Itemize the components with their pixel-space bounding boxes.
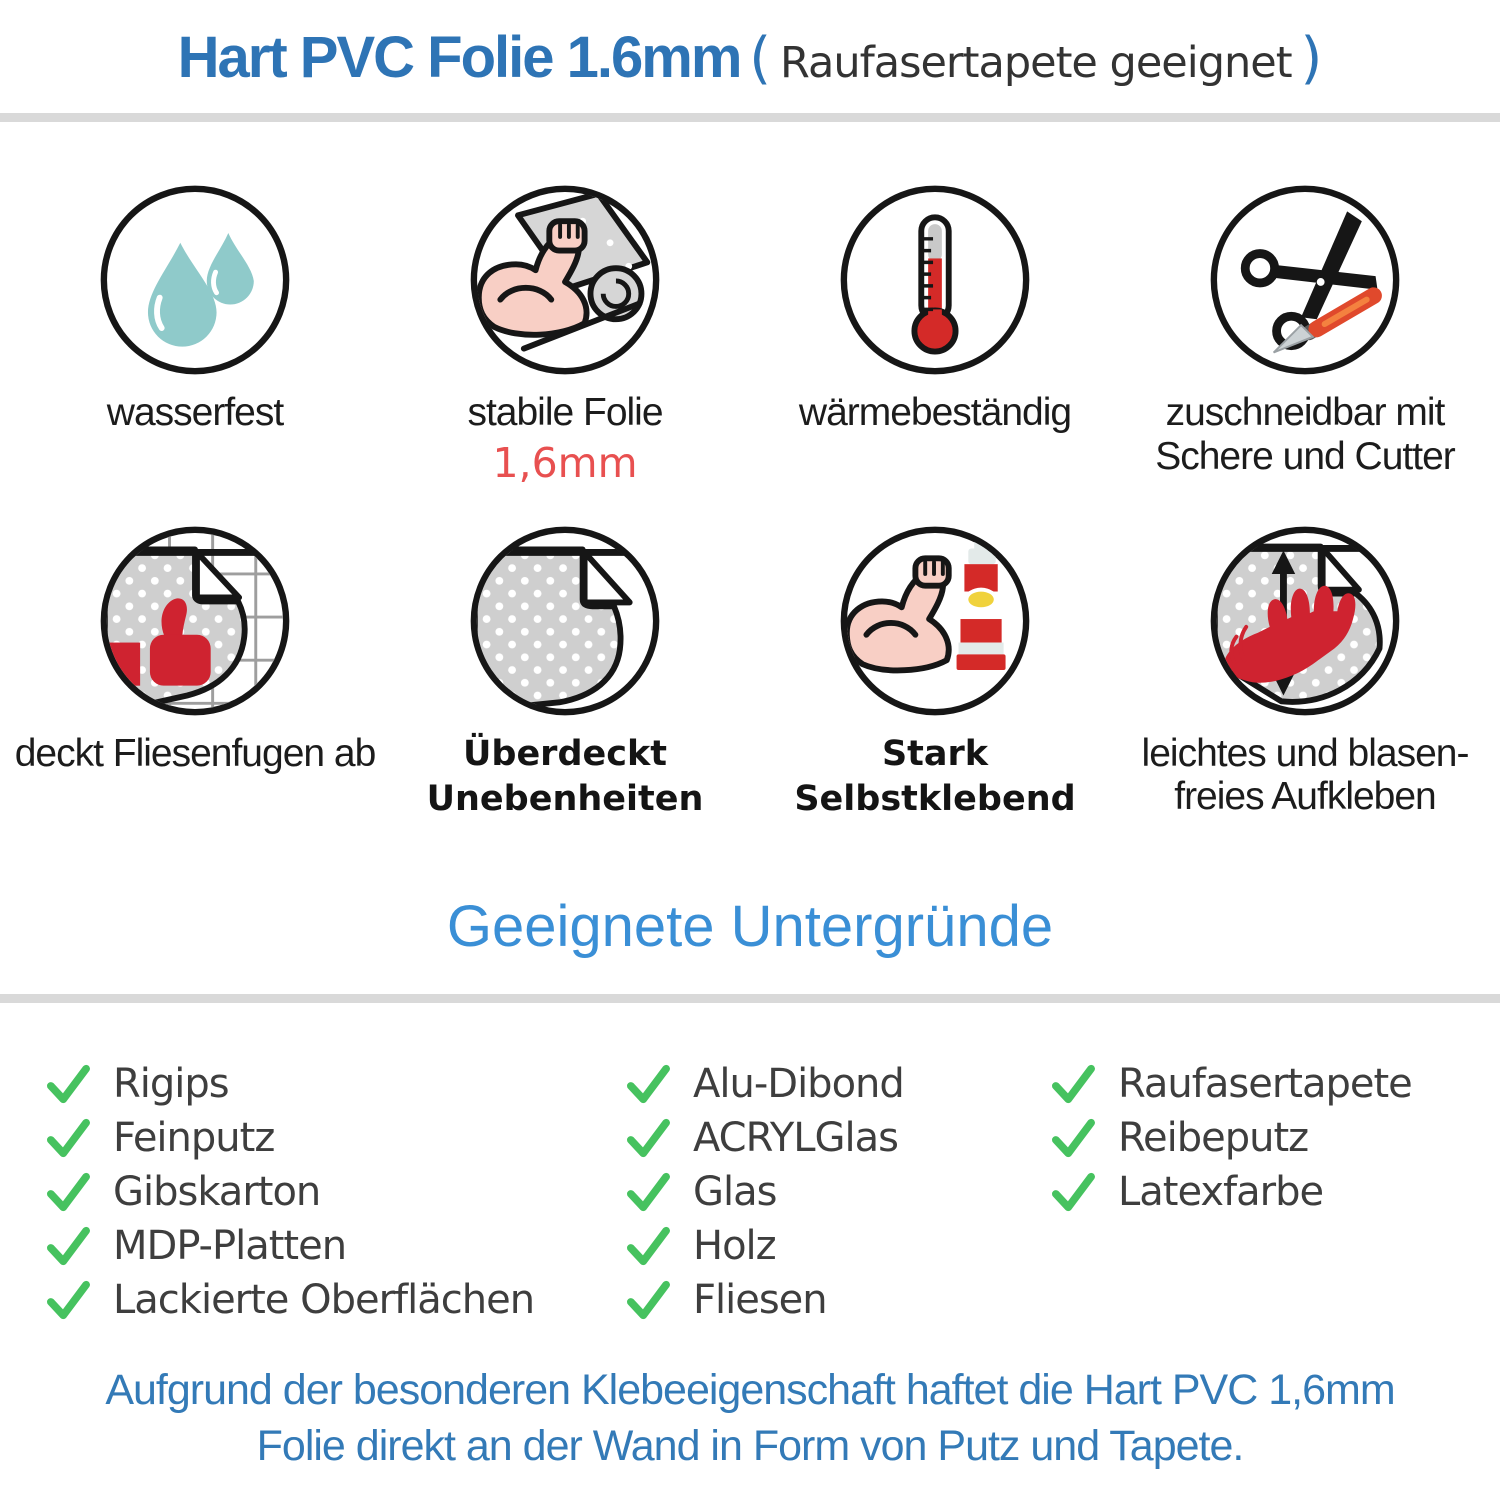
thumb-tiles-icon (97, 523, 293, 719)
list-item: Feinputz (45, 1111, 625, 1165)
feature-label: leichtes und blasen- freies Aufkleben (1141, 731, 1469, 819)
list-item: Lackierte Oberflächen (45, 1273, 625, 1327)
check-icon (45, 1117, 91, 1159)
check-icon (45, 1225, 91, 1267)
footer-line: Aufgrund der besonderen Klebeeigenschaft haftet die Hart PVC 1,6mm (105, 1365, 1395, 1414)
list-item: Latexfarbe (1050, 1165, 1500, 1219)
page-title (0, 24, 1500, 91)
title-paren-open: ( (749, 26, 772, 91)
list-item: Alu-Dibond (625, 1057, 1050, 1111)
feature-label: Stark Selbstklebend (794, 733, 1076, 820)
feature-label: Überdeckt Unebenheiten (426, 733, 704, 820)
title-main: Hart PVC Folie 1.6mm (177, 25, 741, 90)
thermometer-icon (837, 182, 1033, 378)
feature-label: stabile Folie (467, 391, 663, 434)
list-item: Reibeputz (1050, 1111, 1500, 1165)
feature-label: wasserfest (106, 391, 284, 434)
feature-stabile-folie (380, 182, 750, 487)
muscle-foil-icon (467, 182, 663, 378)
check-icon (625, 1063, 671, 1105)
check-icon (45, 1279, 91, 1321)
check-icon (625, 1225, 671, 1267)
list-item: Fliesen (625, 1273, 1050, 1327)
surfaces-column-1 (45, 1057, 625, 1327)
title-paren-close: ) (1300, 26, 1323, 91)
feature-zuschneidbar (1120, 182, 1490, 487)
feature-aufkleben (1120, 523, 1490, 823)
surfaces-column-2 (625, 1057, 1050, 1327)
list-item: Glas (625, 1165, 1050, 1219)
feature-unebenheiten (380, 523, 750, 823)
feature-wasserfest (10, 182, 380, 487)
feature-label: deckt Fliesenfugen ab (14, 731, 376, 775)
list-item: Rigips (45, 1057, 625, 1111)
check-icon (45, 1063, 91, 1105)
check-icon (1050, 1063, 1096, 1105)
feature-thickness: 1,6mm (492, 438, 638, 487)
check-icon (1050, 1171, 1096, 1213)
section-title-untergruende: Geeignete Untergründe (446, 893, 1054, 959)
check-icon (1050, 1117, 1096, 1159)
feature-label: zuschneidbar mit Schere und Cutter (1155, 391, 1455, 478)
water-drops-icon (97, 182, 293, 378)
foil-fold-icon (467, 523, 663, 719)
header (0, 0, 1500, 91)
surfaces-column-3 (1050, 1057, 1500, 1327)
check-icon (625, 1117, 671, 1159)
footer-note (0, 1363, 1500, 1475)
muscle-glue-icon (837, 523, 1033, 719)
list-item: Raufasertapete (1050, 1057, 1500, 1111)
feature-label: wärmebeständig (798, 391, 1072, 434)
feature-fliesenfugen (10, 523, 380, 823)
list-item: MDP-Platten (45, 1219, 625, 1273)
scissors-cutter-icon (1207, 182, 1403, 378)
check-icon (625, 1171, 671, 1213)
surfaces-list (0, 1003, 1500, 1327)
feature-waermebestaendig (750, 182, 1120, 487)
footer-line: Folie direkt an der Wand in Form von Putz und Tapete. (256, 1421, 1244, 1470)
check-icon (625, 1279, 671, 1321)
divider-top (0, 113, 1500, 122)
list-item: Holz (625, 1219, 1050, 1273)
check-icon (45, 1171, 91, 1213)
features-grid (10, 122, 1490, 823)
list-item: ACRYLGlas (625, 1111, 1050, 1165)
feature-selbstklebend (750, 523, 1120, 823)
list-item: Gibskarton (45, 1165, 625, 1219)
divider-middle (0, 994, 1500, 1003)
title-subtitle: Raufasertapete geeignet (780, 38, 1292, 88)
hand-smooth-icon (1207, 523, 1403, 719)
